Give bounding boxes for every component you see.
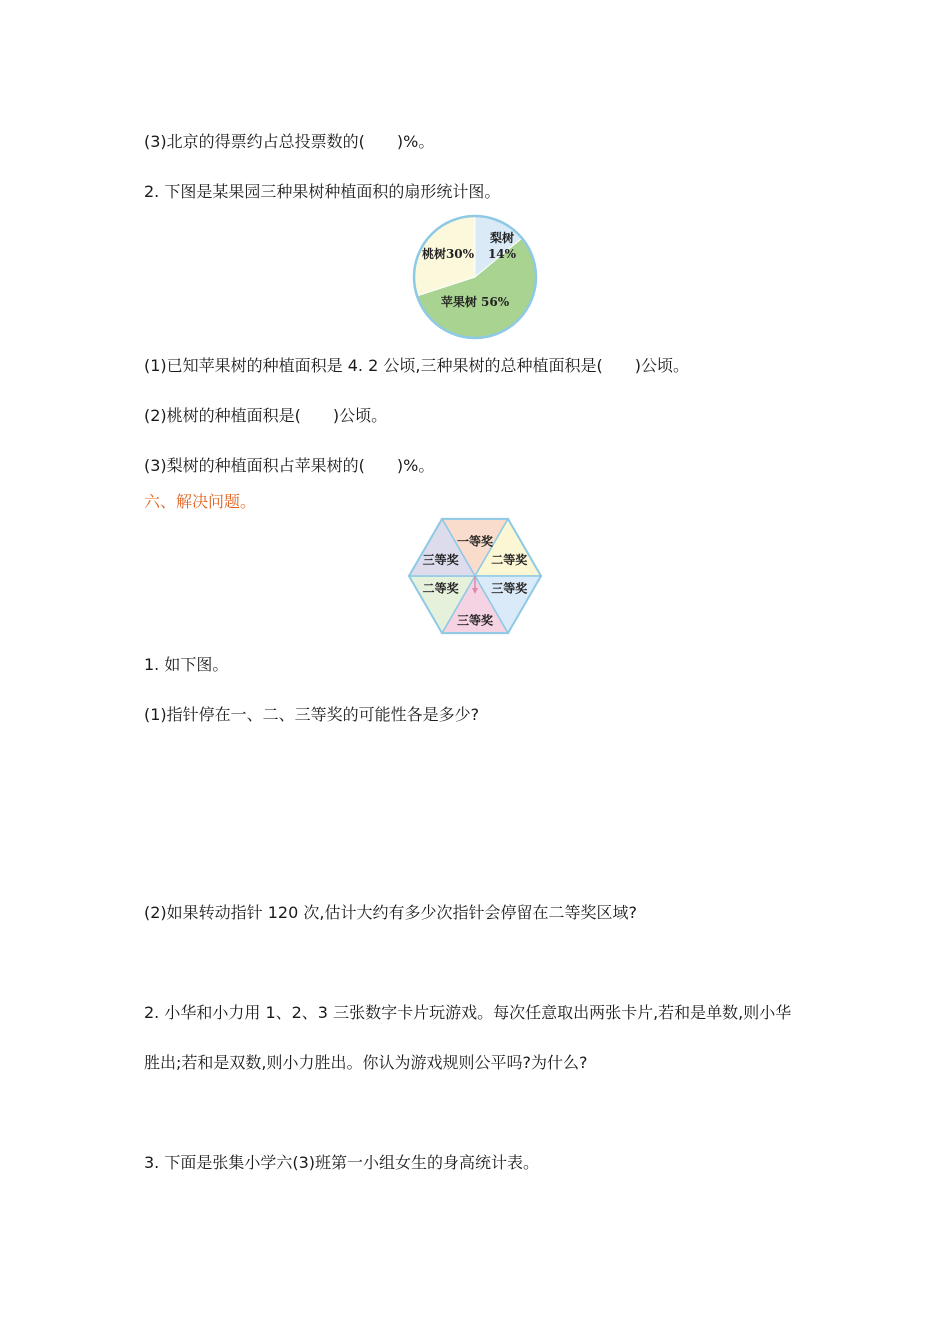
problem-1-question-1: (1)指针停在一、二、三等奖的可能性各是多少? xyxy=(144,705,480,724)
problem-2-line-2: 胜出;若和是双数,则小力胜出。你认为游戏规则公平吗?为什么? xyxy=(144,1053,588,1072)
section-six-heading: 六、解决问题。 xyxy=(144,492,257,511)
pie-question-1: (1)已知苹果树的种植面积是 4. 2 公顷,三种果树的总种植面积是( )公顷。 xyxy=(144,356,689,375)
spinner-label-bottom: 三等奖 xyxy=(456,613,494,628)
pie-label-pear: 梨树 xyxy=(489,231,515,245)
problem-2-line-1: 2. 小华和小力用 1、2、3 三张数字卡片玩游戏。每次任意取出两张卡片,若和是单数,则小华 xyxy=(144,1003,792,1022)
spinner-label-upper-right: 二等奖 xyxy=(491,552,528,567)
problem-3-intro: 3. 下面是张集小学六(3)班第一小组女生的身高统计表。 xyxy=(144,1153,540,1172)
problem-1-question-2: (2)如果转动指针 120 次,估计大约有多少次指针会停留在二等奖区域? xyxy=(144,903,637,922)
fruit-tree-pie-chart xyxy=(410,212,540,342)
pie-question-3: (3)梨树的种植面积占苹果树的( )%。 xyxy=(144,456,435,475)
problem-1-intro: 1. 如下图。 xyxy=(144,655,229,674)
pie-label-peach: 桃树30% xyxy=(421,247,475,261)
pie-question-2: (2)桃树的种植面积是( )公顷。 xyxy=(144,406,388,425)
pie-label-apple: 苹果树 56% xyxy=(440,295,510,309)
spinner-label-upper-left: 三等奖 xyxy=(422,552,459,567)
spinner-label-lower-right: 三等奖 xyxy=(491,581,528,596)
spinner-label-lower-left: 二等奖 xyxy=(422,581,459,596)
prize-spinner-hexagon xyxy=(405,516,545,636)
q3-beijing-percent: (3)北京的得票约占总投票数的( )%。 xyxy=(144,132,435,151)
pie-label-pear: 14% xyxy=(487,247,517,261)
spinner-label-top: 一等奖 xyxy=(456,534,494,549)
question-2-pie-intro: 2. 下图是某果园三种果树种植面积的扇形统计图。 xyxy=(144,182,501,201)
